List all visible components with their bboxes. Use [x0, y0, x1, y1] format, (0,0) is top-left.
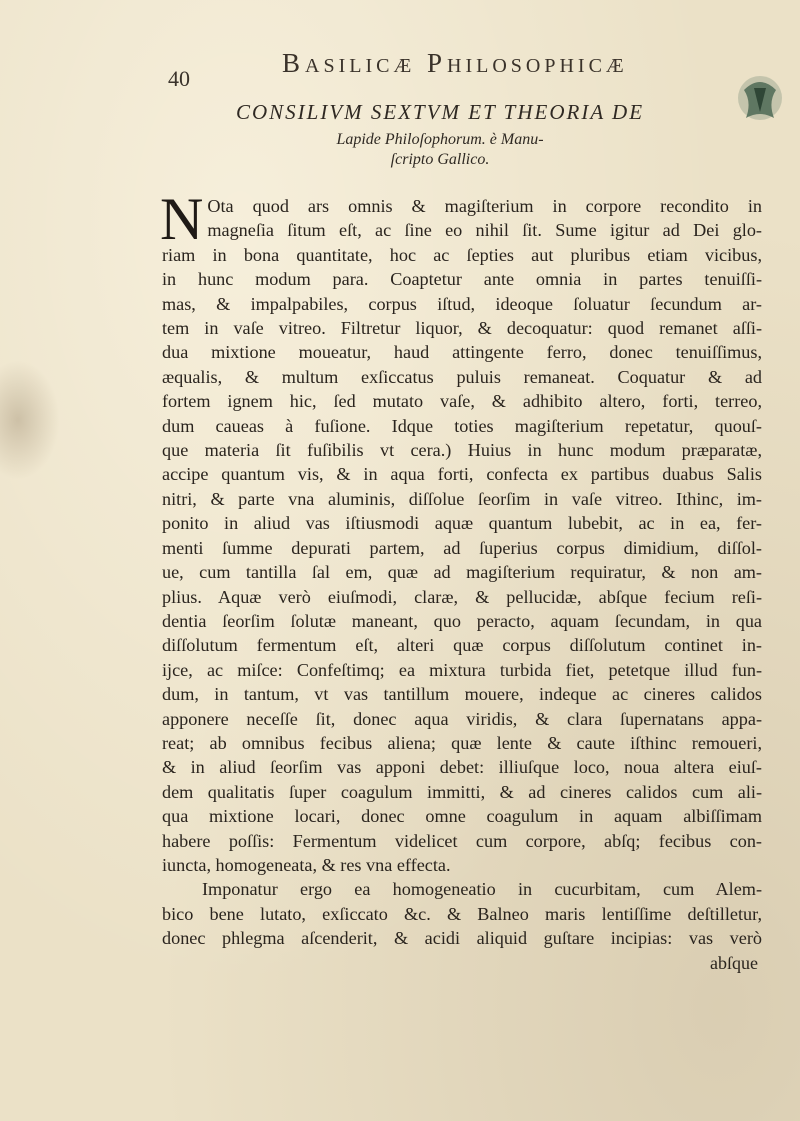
subtitle-line: Lapide Philoſophorum. è Manu- [336, 131, 544, 148]
text-line: fortem ignem hic, ſed mutato vaſe, & adhibito altero, forti, terreo, [162, 391, 762, 412]
text-line: iuncta, homogeneata, & res vna effecta. [162, 854, 451, 875]
text-line: Ota quod ars omnis & magiſterium in corpore recondito in [207, 196, 762, 216]
text-line: dem qualitatis ſuper coagulum immitti, & ad cineres calidos cum ali- [162, 781, 762, 802]
text-line: in hunc modum para. Coaptetur ante omnia in partes tenuiſſi- [162, 269, 762, 290]
text-line: dua mixtione moueatur, haud attingente ferro, donec tenuiſſimus, [162, 342, 762, 363]
text-line: reat; ab omnibus fecibus aliena; quæ lente & caute iſthinc remoueri, [162, 732, 762, 753]
text-line: riam in bona quantitate, hoc ac ſepties aut pluribus etiam vicibus, [162, 244, 762, 265]
text-line: qua mixtione locari, donec omne coagulum in aquam albiſſimam [162, 806, 762, 827]
chapter-title: CONSILIVM SEXTVM ET THEORIA DE [235, 100, 645, 124]
text-line: ijce, ac miſce: Confeſtimq; ea mixtura turbida fiet, petetque illud fun- [162, 659, 762, 680]
running-head-word-1: ASILICÆ [305, 55, 416, 77]
text-line: æqualis, & multum exſiccatus puluis remaneat. Coquatur & ad [162, 366, 762, 387]
text-line: magneſia ſitum eſt, ac ſine eo nihil ſit. Sume igitur ad Dei glo- [207, 220, 762, 241]
chapter-subtitle [240, 130, 640, 170]
text-line: ponito in aliud vas iſtiusmodi aquæ quantum lubebit, ac in ea, fer- [162, 513, 762, 534]
text-line: dentia ſeorſim ſolutæ maneant, quo peracto, aquam ſecundam, in qua [162, 610, 762, 631]
library-stamp-icon [730, 68, 788, 128]
running-head [282, 48, 628, 79]
text-line: menti ſumme depurati partem, ad ſuperius corpus dimidium, diſſol- [162, 537, 762, 558]
text-line: habere poſſis: Fermentum videlicet cum corpore, abſq; fecibus con- [162, 830, 762, 851]
text-line: mas, & impalpabiles, corpus iſtud, ideoque ſoluatur ſecundum ar- [162, 293, 762, 314]
text-line: dum, in tantum, vt vas tantillum mouere, indeque ac cineres calidos [162, 684, 762, 705]
text-line: Imponatur ergo ea homogeneatio in cucurbitam, cum Alem- [202, 879, 762, 900]
text-line: apponere neceſſe ſit, donec aqua viridis, & clara ſupernatans appa- [162, 708, 762, 729]
text-line: tem in vaſe vitreo. Filtretur liquor, & decoquatur: quod remanet aſſi- [162, 318, 762, 339]
text-line: que materia ſit fuſibilis vt cera.) Huius in hunc modum præparatæ, [162, 440, 762, 461]
drop-cap: N [160, 186, 204, 252]
text-line: plius. Aquæ verò eiuſmodi, claræ, & pellucidæ, abſque fecium reſi- [162, 586, 762, 607]
text-line: ue, cum tantilla ſal em, quæ ad magiſterium requiratur, & non am- [162, 562, 762, 583]
subtitle-line: ſcripto Gallico. [390, 151, 490, 168]
text-line: nitri, & parte vna aluminis, diſſolue ſeorſim in vaſe vitreo. Ithinc, im- [162, 488, 762, 509]
running-head-initial-1: B [282, 48, 306, 78]
text-line: donec phlegma aſcenderit, & acidi aliquid guſtare incipias: vas verò [162, 928, 762, 949]
text-line: accipe quantum vis, & in aqua forti, confecta ex partibus duabus Salis [162, 464, 762, 485]
text-line: bico bene lutato, exſiccato &c. & Balneo maris lentiſſime deſtilletur, [162, 903, 762, 924]
text-line: dum caueas à fuſione. Idque toties magiſterium repetatur, quouſ- [162, 415, 762, 436]
text-line: diſſolutum fermentum eſt, alteri quæ corpus diſſolutum continet in- [162, 635, 762, 656]
running-head-initial-2: P [427, 48, 448, 78]
catchword: abſque [710, 953, 758, 973]
page-number: 40 [168, 66, 190, 91]
text-line: & in aliud ſeorſim vas apponi debet: illiuſque loco, noua altera eiuſ- [162, 757, 762, 778]
paper-stain [0, 360, 60, 480]
body-text [160, 186, 762, 951]
running-head-word-2: HILOSOPHICÆ [447, 55, 628, 77]
